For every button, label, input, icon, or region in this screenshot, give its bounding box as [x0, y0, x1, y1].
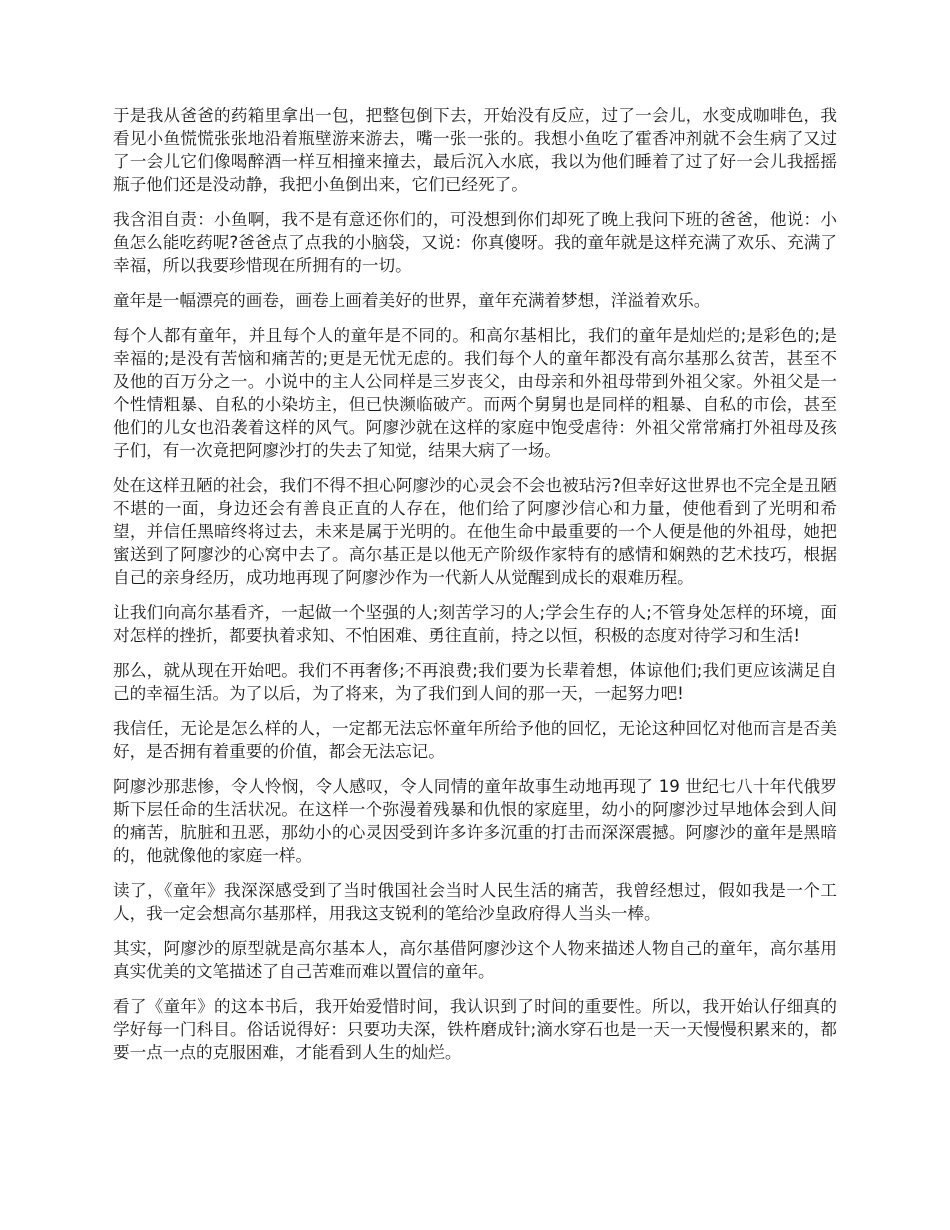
paragraph: 于是我从爸爸的药箱里拿出一包，把整包倒下去，开始没有反应，过了一会儿，水变成咖啡色，我看见小鱼慌慌张张地沿着瓶壁游来游去，嘴一张一张的。我想小鱼吃了霍香冲剂就不会生病了又过了一会儿它们像喝醉酒一样互相撞来撞去，最后沉入水底，我以为他们睡着了过了好一会儿我摇摇瓶子他们还是没动静，我把小鱼倒出来，它们已经死了。 — [113, 106, 837, 194]
paragraph: 阿廖沙那悲惨，令人怜悯，令人感叹，令人同情的童年故事生动地再现了 19 世纪七八十年代俄罗斯下层任命的生活状况。在这样一个弥漫着残暴和仇恨的家庭里，幼小的阿廖沙过早地体会到人间的痛苦，肮脏和丑恶，那幼小的心灵因受到许多许多沉重的打击而深深震撼。阿廖沙的童年是黑暗的，他就像他的家庭一样。 — [113, 777, 837, 865]
paragraph: 处在这样丑陋的社会，我们不得不担心阿廖沙的心灵会不会也被玷污?但幸好这世界也不完全是丑陋不堪的一面，身边还会有善良正直的人存在，他们给了阿廖沙信心和力量，使他看到了光明和希望，并信任黑暗终将过去，未来是属于光明的。在他生命中最重要的一个人便是他的外祖母，她把蜜送到了阿廖沙的心窝中去了。高尔基正是以他无产阶级作家特有的感情和娴熟的艺术技巧，根据自己的亲身经历，成功地再现了阿廖沙作为一代新人从觉醒到成长的艰难历程。 — [113, 476, 837, 587]
paragraph: 每个人都有童年，并且每个人的童年是不同的。和高尔基相比，我们的童年是灿烂的;是彩色的;是幸福的;是没有苦恼和痛苦的;更是无忧无虑的。我们每个人的童年都没有高尔基那么贫苦，甚至不及他的百万分之一。小说中的主人公同样是三岁丧父，由母亲和外祖母带到外祖父家。外祖父是一个性情粗暴、自私的小染坊主，但已快濒临破产。而两个舅舅也是同样的粗暴、自私的市侩，甚至他们的儿女也沿袭着这样的风气。阿廖沙就在这样的家庭中饱受虐待：外祖父常常痛打外祖母及孩子们，有一次竟把阿廖沙打的失去了知觉，结果大病了一场。 — [113, 326, 837, 460]
paragraph: 让我们向高尔基看齐，一起做一个坚强的人;刻苦学习的人;学会生存的人;不管身处怎样的环境，面对怎样的挫折，都要执着求知、不怕困难、勇往直前，持之以恒，积极的态度对待学习和生活! — [113, 603, 837, 645]
paragraph: 那么，就从现在开始吧。我们不再奢侈;不再浪费;我们要为长辈着想，体谅他们;我们更应该满足自己的幸福生活。为了以后，为了将来，为了我们到人间的那一天，一起努力吧! — [113, 661, 837, 703]
paragraph: 看了《童年》的这本书后，我开始爱惜时间，我认识到了时间的重要性。所以，我开始认仔细真的学好每一门科目。俗话说得好：只要功夫深，铁杵磨成针;滴水穿石也是一天一天慢慢积累来的，都要一点一点的克服困难，才能看到人生的灿烂。 — [113, 997, 837, 1062]
paragraph: 童年是一幅漂亮的画卷，画卷上画着美好的世界，童年充满着梦想，洋溢着欢乐。 — [113, 291, 711, 310]
paragraph: 我信任，无论是怎么样的人，一定都无法忘怀童年所给予他的回忆，无论这种回忆对他而言是否美好，是否拥有着重要的价值，都会无法忘记。 — [113, 719, 837, 761]
paragraph: 读了，《童年》我深深感受到了当时俄国社会当时人民生活的痛苦，我曾经想过，假如我是一个工人，我一定会想高尔基那样，用我这支锐利的笔给沙皇政府得人当头一棒。 — [113, 881, 837, 923]
paragraph: 其实，阿廖沙的原型就是高尔基本人，高尔基借阿廖沙这个人物来描述人物自己的童年，高尔基用真实优美的文笔描述了自己苦难而难以置信的童年。 — [113, 939, 837, 981]
paragraph: 我含泪自责：小鱼啊，我不是有意还你们的，可没想到你们却死了晚上我问下班的爸爸，他说：小鱼怎么能吃药呢?爸爸点了点我的小脑袋，又说：你真傻呀。我的童年就是这样充满了欢乐、充满了幸福，所以我要珍惜现在所拥有的一切。 — [113, 210, 837, 275]
